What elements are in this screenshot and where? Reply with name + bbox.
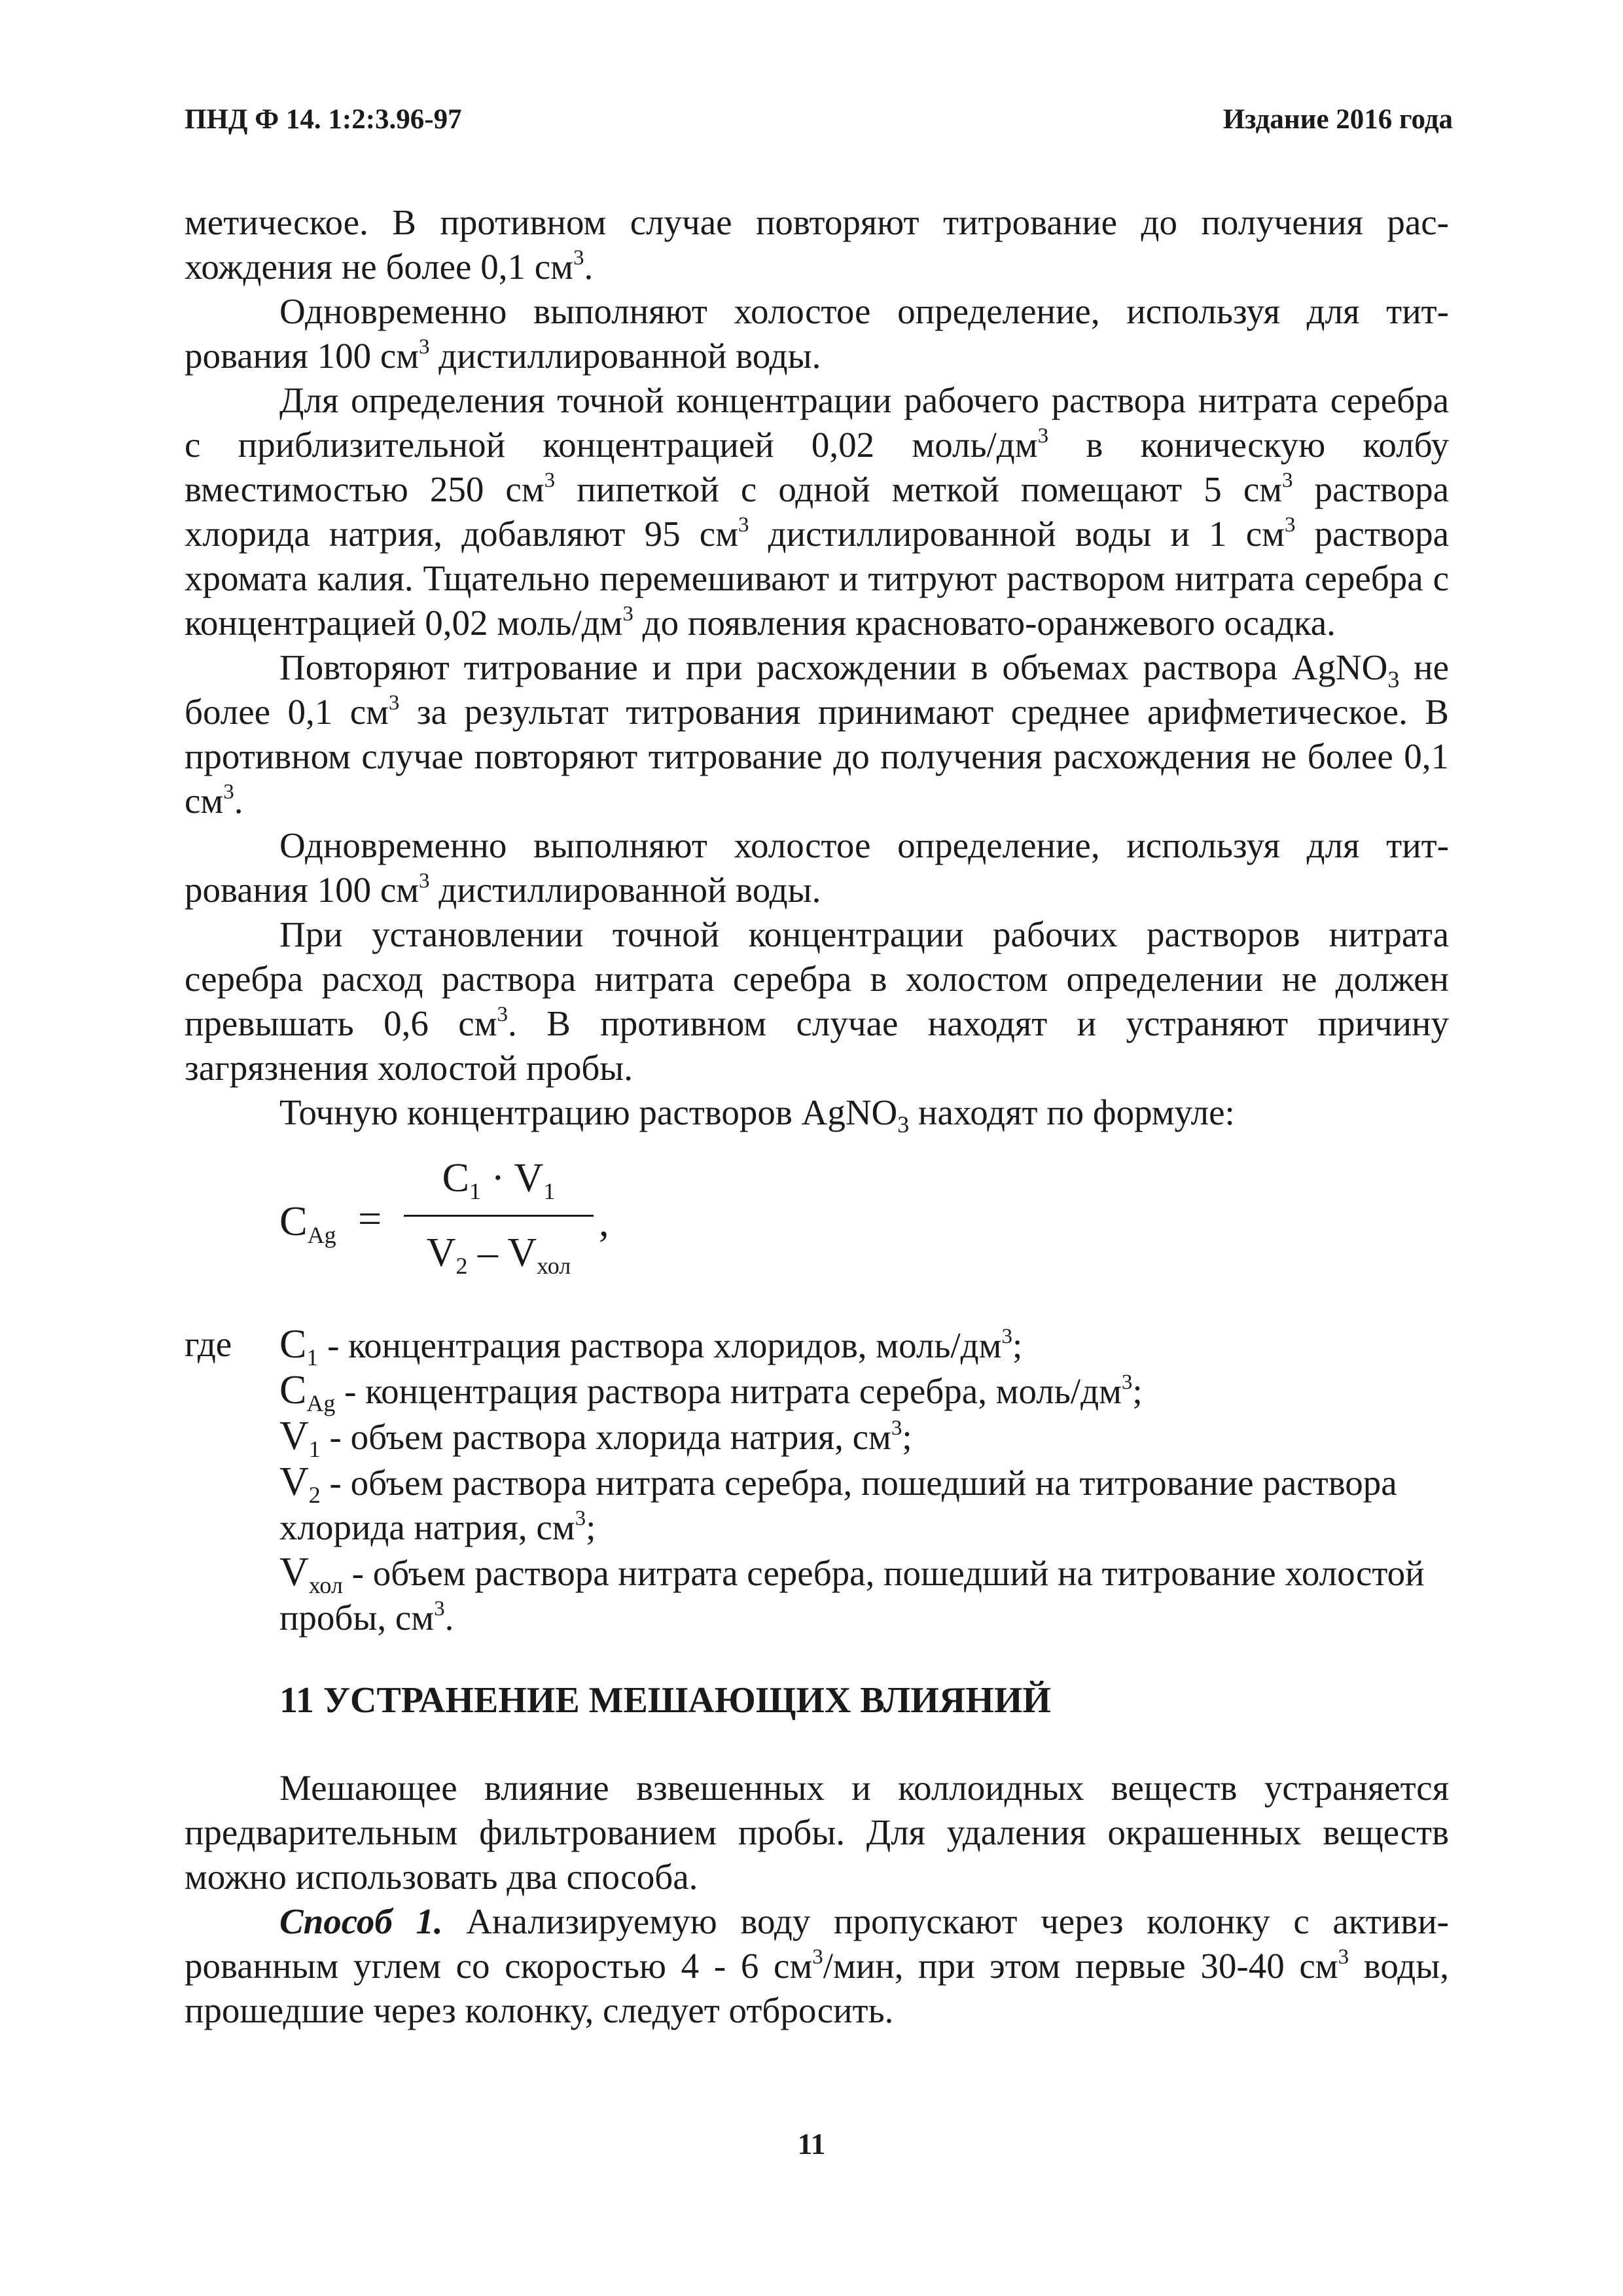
- subscript: 3: [897, 1111, 910, 1138]
- text: дистиллированной воды и 1 см: [749, 514, 1285, 554]
- symbol: C: [279, 1198, 308, 1244]
- symbol: V: [514, 1156, 544, 1200]
- text: не более 0,1 см: [185, 647, 1449, 732]
- paragraph: [185, 1090, 1449, 1138]
- text: - концентрация раствора нитрата серебра, моль/дм: [335, 1371, 1122, 1411]
- superscript: 3: [1338, 1945, 1349, 1969]
- definition-list: [279, 1322, 1449, 1640]
- formula: [185, 1151, 1449, 1308]
- superscript: 3: [497, 1003, 508, 1026]
- superscript: 3: [891, 1416, 902, 1440]
- section-heading: 11 УСТРАНЕНИЕ МЕШАЮЩИХ ВЛИЯНИЙ: [279, 1680, 1051, 1721]
- text: - концентрация раствора хлоридов, моль/дм: [318, 1325, 1002, 1365]
- comma: ,: [599, 1200, 609, 1245]
- where-label: где: [185, 1324, 232, 1364]
- text: воды, прошедшие через колонку, следует отбросить.: [185, 1946, 1449, 2030]
- text: - объем раствора хлорида натрия, см: [320, 1417, 891, 1457]
- superscript: 3: [812, 1945, 823, 1969]
- text: ;: [1012, 1325, 1023, 1365]
- definition-item: [279, 1550, 1449, 1640]
- subscript: 1: [543, 1178, 556, 1204]
- text: .: [584, 247, 594, 287]
- definition-row: [185, 1322, 1449, 1640]
- superscript: 3: [434, 1597, 445, 1621]
- text: пипеткой с одной меткой помещают 5 см: [555, 469, 1283, 509]
- text: .: [234, 781, 243, 821]
- text: .: [444, 1598, 454, 1638]
- superscript: 3: [622, 602, 633, 626]
- definition-item: [279, 1460, 1449, 1550]
- symbol: C: [279, 1322, 307, 1367]
- paragraph: [185, 645, 1449, 823]
- subscript: 2: [308, 1482, 321, 1508]
- text: Одновременно выполняют холостое определение, используя для титрования 100 см: [185, 825, 1449, 910]
- superscript: 3: [1121, 1371, 1133, 1394]
- paragraph: [185, 200, 1449, 289]
- symbol: V: [426, 1230, 456, 1275]
- subscript: 3: [1387, 666, 1400, 692]
- symbol: C: [442, 1156, 470, 1200]
- text: находят по формуле:: [909, 1092, 1235, 1132]
- method-label: Способ 1.: [279, 1901, 443, 1941]
- text: дистиллированной воды.: [429, 336, 821, 376]
- symbol: C: [279, 1368, 307, 1412]
- text: в коническую колбу вместимостью 250 см: [185, 425, 1449, 509]
- superscript: 3: [419, 869, 430, 893]
- text: При установлении точной концентрации рабочих растворов нитрата серебра расход раствора нитрата серебра в холостом определении не должен превышать 0,6 см: [185, 914, 1449, 1043]
- definition-item: [279, 1414, 1449, 1460]
- subscript: 1: [308, 1436, 321, 1462]
- formula-lhs: [279, 1198, 336, 1248]
- text: Одновременно выполняют холостое определение, используя для титрования 100 см: [185, 291, 1449, 376]
- text: - объем раствора нитрата серебра, пошедший на титрование раствора хлорида натрия, см: [279, 1463, 1397, 1547]
- operator: ·: [481, 1156, 514, 1200]
- paragraph: [185, 289, 1449, 378]
- fraction-bar: [404, 1215, 594, 1217]
- text: ;: [1132, 1371, 1143, 1411]
- superscript: 3: [738, 513, 749, 537]
- text: раствора хлорида натрия, добавляют 95 см: [185, 469, 1449, 554]
- superscript: 3: [388, 691, 400, 715]
- text: Точную концентрацию растворов AgNO: [279, 1092, 898, 1132]
- text: Для определения точной концентрации рабочего раствора нитрата серебра с приблизительной концентрацией 0,02 моль/дм: [185, 380, 1449, 465]
- superscript: 3: [575, 1507, 586, 1530]
- page-body: [185, 200, 1449, 2033]
- text: Повторяют титрование и при расхождении в объемах раствора AgNO: [279, 647, 1388, 687]
- text: /мин, при этом первые 30-40 см: [823, 1946, 1338, 1986]
- superscript: 3: [419, 335, 430, 359]
- text: раствора хромата калия. Тщательно перемешивают и титруют раствором нитрата серебра с концентрацией 0,02 моль/дм: [185, 514, 1449, 643]
- paragraph: [185, 912, 1449, 1090]
- symbol: V: [279, 1414, 309, 1458]
- text: метическое. В противном случае повторяют титрование до получения расхождения не более 0,1 см: [185, 202, 1449, 287]
- superscript: 3: [223, 780, 234, 804]
- superscript: 3: [1037, 424, 1049, 448]
- text: ;: [586, 1507, 596, 1547]
- superscript: 3: [1001, 1325, 1012, 1348]
- superscript: 3: [1282, 469, 1293, 492]
- paragraph: [185, 1899, 1449, 2033]
- page-number: 11: [797, 2128, 826, 2161]
- symbol: V: [279, 1460, 309, 1504]
- text: ;: [902, 1417, 912, 1457]
- document-code: ПНД Ф 14. 1:2:3.96-97: [185, 104, 462, 135]
- symbol: V: [279, 1550, 309, 1594]
- paragraph: [185, 378, 1449, 645]
- symbol: V: [507, 1230, 537, 1275]
- operator: –: [467, 1230, 508, 1275]
- numerator: [404, 1151, 594, 1206]
- denominator: [404, 1223, 594, 1282]
- text: - объем раствора нитрата серебра, пошедший на титрование холостой пробы, см: [279, 1553, 1425, 1638]
- superscript: 3: [1284, 513, 1296, 537]
- text: за результат титрования принимают среднее арифметическое. В противном случае повторяют титрование до получения расхождения не более 0,1 см: [185, 692, 1449, 821]
- superscript: 3: [573, 246, 584, 270]
- superscript: 3: [544, 469, 556, 492]
- edition-label: Издание 2016 года: [1222, 104, 1453, 135]
- paragraph: [185, 823, 1449, 912]
- subscript: хол: [308, 1572, 343, 1598]
- subscript: 2: [455, 1253, 468, 1279]
- subscript: хол: [537, 1253, 571, 1279]
- subscript: 1: [469, 1178, 482, 1204]
- paragraph: [185, 1766, 1449, 1899]
- equals-sign: =: [358, 1195, 382, 1242]
- variable-definitions: [185, 1322, 1449, 1640]
- text: . В противном случае находят и устраняют причину загрязнения холостой пробы.: [185, 1003, 1449, 1088]
- text: дистиллированной воды.: [429, 870, 821, 910]
- subscript: Ag: [307, 1222, 336, 1248]
- text: Анализируемую воду пропускают через колонку с активированным углем со скоростью 4 - 6 см: [185, 1901, 1449, 1986]
- fraction: [404, 1151, 594, 1282]
- text: Мешающее влияние взвешенных и коллоидных веществ устраняется предварительным фильтрованием пробы. Для удаления окрашенных веществ можно использовать два способа.: [185, 1768, 1449, 1897]
- subscript: 1: [306, 1344, 319, 1371]
- text: до появления красновато-оранжевого осадка.: [633, 603, 1336, 643]
- subscript: Ag: [306, 1390, 336, 1416]
- definition-item: [279, 1322, 1449, 1371]
- definition-item: [279, 1368, 1449, 1414]
